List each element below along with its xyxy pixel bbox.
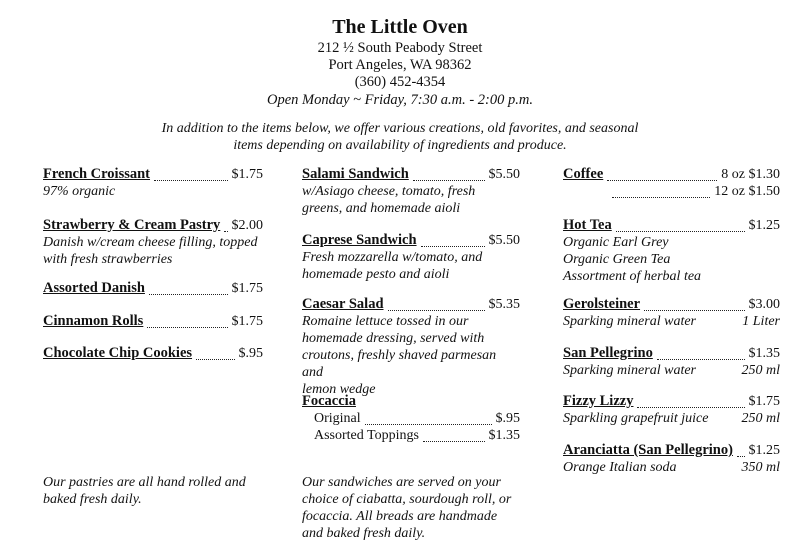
item-description: homemade dressing, served with	[302, 331, 485, 346]
note-line: baked fresh daily.	[43, 492, 142, 507]
dot-leader	[149, 293, 228, 295]
note-line: and baked fresh daily.	[302, 526, 426, 541]
item-description: 97% organic	[43, 184, 116, 199]
dot-leader	[196, 358, 234, 360]
restaurant-name: The Little Oven	[332, 16, 468, 38]
item-description: Assortment of herbal tea	[563, 269, 702, 284]
intro-text: In addition to the items below, we offer various creations, old favorites, and seasonal items depending on availability of ingredients and produce.	[161, 121, 639, 153]
coffee-large-row	[563, 183, 780, 200]
dot-leader	[365, 423, 492, 425]
item-name: Focaccia	[302, 393, 356, 409]
item-detail-row	[563, 362, 780, 379]
item-name: Caesar Salad	[302, 296, 384, 312]
menu-item-danish	[43, 280, 263, 297]
dot-leader	[147, 326, 227, 328]
item-description: Romaine lettuce tossed in our	[302, 314, 469, 329]
item-description: Organic Earl Grey	[563, 235, 669, 250]
item-description: homemade pesto and aioli	[302, 267, 450, 282]
dot-leader	[607, 179, 717, 181]
menu-item-aranciatta	[563, 442, 780, 476]
dot-leader	[388, 309, 485, 311]
note-line: choice of ciabatta, sourdough roll, or	[302, 492, 512, 507]
item-description: croutons, freshly shaved parmesan and	[302, 348, 497, 380]
dot-leader	[612, 196, 710, 198]
item-name: San Pellegrino	[563, 345, 653, 361]
item-name: French Croissant	[43, 166, 151, 182]
item-name: Strawberry & Cream Pastry	[43, 217, 221, 233]
option-name: Assorted Toppings	[314, 428, 419, 443]
item-price: $1.35	[748, 346, 780, 361]
focaccia-option-original	[302, 410, 520, 427]
dot-leader	[657, 358, 745, 360]
note-line: focaccia. All breads are handmade	[302, 509, 498, 524]
item-price: $1.25	[748, 218, 780, 233]
dot-leader	[616, 230, 745, 232]
menu-item-strawberry-pastry	[43, 217, 263, 268]
menu-item-caprese-sandwich	[302, 232, 520, 283]
option-name: Original	[314, 411, 361, 426]
item-price: $2.00	[231, 218, 263, 233]
item-price: $3.00	[748, 297, 780, 312]
option-price: $1.35	[488, 428, 520, 443]
menu-item-salami-sandwich	[302, 166, 520, 217]
item-description: lemon wedge	[302, 382, 376, 397]
option-price: $.95	[495, 411, 520, 426]
menu-item-focaccia	[302, 393, 520, 444]
item-price: $1.75	[231, 281, 263, 296]
sandwiches-note	[302, 474, 532, 542]
item-price: 8 oz $1.30	[721, 167, 780, 182]
menu-item-caesar-salad	[302, 296, 520, 398]
dot-leader	[224, 230, 227, 232]
dot-leader	[737, 455, 745, 457]
item-description: Danish w/cream cheese filling, topped	[43, 235, 258, 250]
menu-item-coffee	[563, 166, 780, 200]
phone-number: (360) 452-4354	[354, 74, 446, 90]
dot-leader	[423, 440, 485, 442]
item-detail-row	[563, 313, 780, 330]
item-name: Fizzy Lizzy	[563, 393, 634, 409]
item-name: Chocolate Chip Cookies	[43, 345, 193, 361]
item-description: w/Asiago cheese, tomato, fresh	[302, 184, 476, 199]
item-name: Gerolsteiner	[563, 296, 641, 312]
note-line: Our sandwiches are served on your	[302, 475, 501, 490]
item-size: 350 ml	[741, 460, 780, 475]
city-address: Port Angeles, WA 98362	[328, 57, 472, 73]
item-description: Sparking mineral water	[563, 363, 696, 378]
menu-header	[0, 14, 800, 109]
street-address: 212 ½ South Peabody Street	[317, 40, 483, 56]
item-price: $5.50	[488, 233, 520, 248]
item-name: Aranciatta (San Pellegrino)	[563, 442, 733, 458]
item-detail-row	[563, 410, 780, 427]
item-description: Sparking mineral water	[563, 314, 696, 329]
menu-item-cinnamon-rolls	[43, 313, 263, 330]
menu-item-hot-tea	[563, 217, 780, 285]
item-description: Sparkling grapefruit juice	[563, 411, 709, 426]
item-name: Coffee	[563, 166, 604, 182]
item-name: Cinnamon Rolls	[43, 313, 144, 329]
item-size: 250 ml	[741, 363, 780, 378]
menu-item-san-pellegrino	[563, 345, 780, 379]
dot-leader	[413, 179, 485, 181]
item-description: Fresh mozzarella w/tomato, and	[302, 250, 483, 265]
opening-hours: Open Monday ~ Friday, 7:30 a.m. - 2:00 p.m.	[267, 92, 533, 108]
item-price: $5.50	[488, 167, 520, 182]
item-description: Organic Green Tea	[563, 252, 671, 267]
item-price: $5.35	[488, 297, 520, 312]
item-price: $1.75	[231, 314, 263, 329]
item-size: 1 Liter	[742, 314, 780, 329]
item-price: $1.75	[748, 394, 780, 409]
menu-item-cookies	[43, 345, 263, 362]
pastries-note	[43, 474, 273, 508]
item-price: $1.25	[748, 443, 780, 458]
dot-leader	[421, 245, 485, 247]
item-description: Orange Italian soda	[563, 460, 677, 475]
item-price: $.95	[238, 346, 263, 361]
dot-leader	[154, 179, 227, 181]
item-size: 250 ml	[741, 411, 780, 426]
menu-item-fizzy-lizzy	[563, 393, 780, 427]
focaccia-option-toppings	[302, 427, 520, 444]
item-price: $1.75	[231, 167, 263, 182]
item-name: Assorted Danish	[43, 280, 145, 296]
dot-leader	[637, 406, 744, 408]
item-name: Caprese Sandwich	[302, 232, 417, 248]
note-line: Our pastries are all hand rolled and	[43, 475, 246, 490]
dot-leader	[644, 309, 744, 311]
item-name: Hot Tea	[563, 217, 612, 233]
item-description: with fresh strawberries	[43, 252, 173, 267]
menu-item-croissant	[43, 166, 263, 200]
item-description: greens, and homemade aioli	[302, 201, 461, 216]
item-detail-row	[563, 459, 780, 476]
menu-item-gerolsteiner	[563, 296, 780, 330]
item-name: Salami Sandwich	[302, 166, 409, 182]
item-price: 12 oz $1.50	[714, 184, 780, 199]
